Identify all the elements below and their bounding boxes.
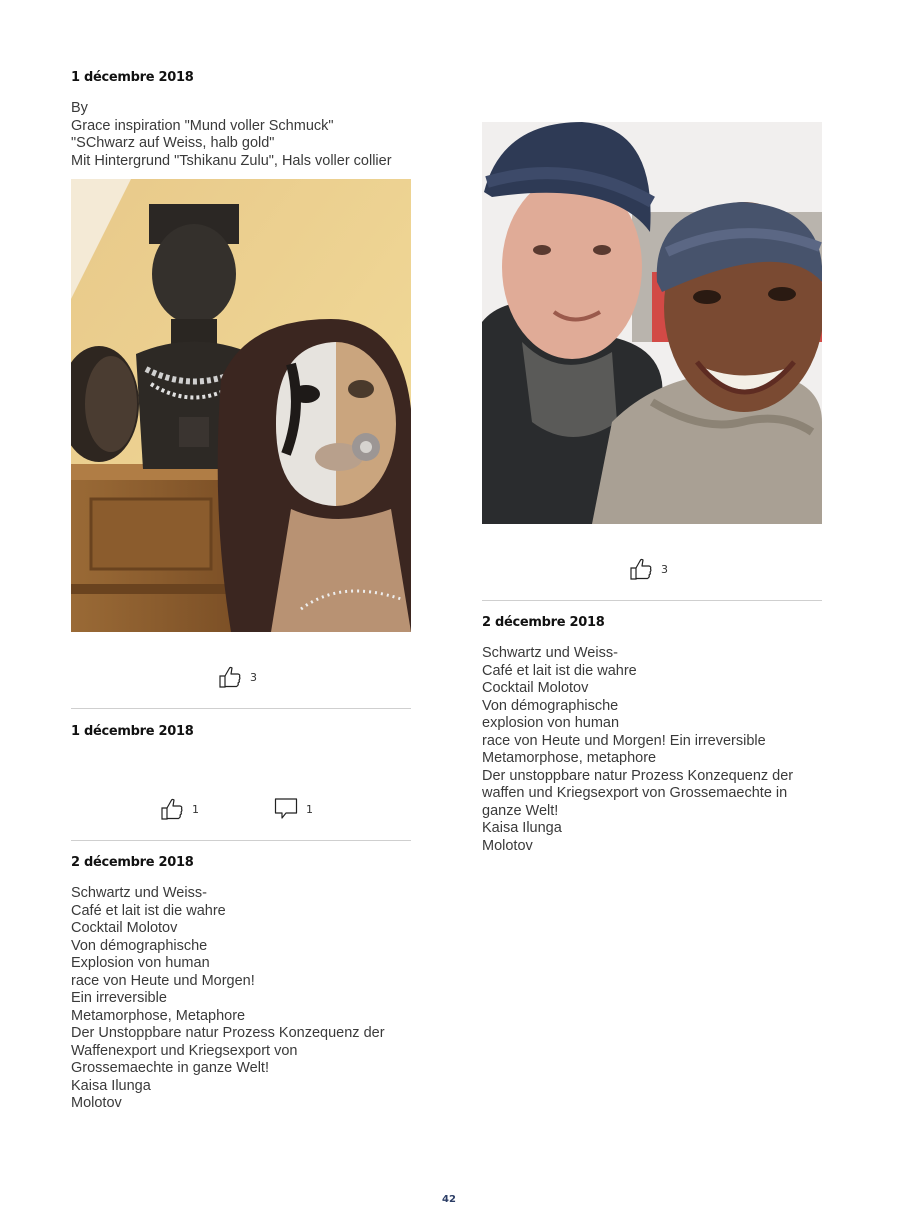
post-text-line: Café et lait ist die wahre <box>71 902 226 919</box>
post-date: 2 décembre 2018 <box>71 855 194 870</box>
post-photo-statue-selfie <box>71 179 411 632</box>
post-text-line: Grossemaechte in ganze Welt! <box>71 1060 269 1076</box>
post-text-line: race von Heute und Morgen! Ein irreversible <box>482 732 766 749</box>
like-count: 1 <box>192 802 199 816</box>
post-text-line: waffen und Kriegsexport von Grossemaechte in <box>482 785 788 801</box>
post-text-line: Schwartz und Weiss- <box>482 645 618 661</box>
post-divider <box>71 708 411 709</box>
post-text <box>71 885 385 1113</box>
speech-bubble-icon[interactable] <box>274 797 298 821</box>
post-text-line: Cocktail Molotov <box>482 680 589 696</box>
post-photo-couple-selfie <box>482 122 822 524</box>
post-text-line: explosion von human <box>482 715 620 731</box>
post-text-line: Mit Hintergrund "Tshikanu Zulu", Hals voller collier <box>71 152 392 169</box>
post-text-line: Kaisa Ilunga <box>482 820 562 836</box>
thumbs-up-icon[interactable] <box>629 557 653 581</box>
post-text-line: Metamorphose, Metaphore <box>71 1007 246 1024</box>
comment-reaction[interactable] <box>274 797 313 821</box>
post-text-line: ganze Welt! <box>482 802 559 819</box>
post-date: 1 décembre 2018 <box>71 724 194 739</box>
post-text-line: Von démographische <box>71 937 208 954</box>
post-text-line: Der unstoppbare natur Prozess Konzequenz der <box>482 767 794 784</box>
post-text-line: Schwartz und Weiss- <box>71 885 207 901</box>
post-text-line: Ein irreversible <box>71 990 167 1006</box>
post-text-line: Waffenexport und Kriegsexport von <box>71 1042 298 1059</box>
like-reaction[interactable] <box>160 797 199 821</box>
like-reaction[interactable] <box>218 665 257 689</box>
post-text-line: Metamorphose, metaphore <box>482 750 657 766</box>
comment-count: 1 <box>306 802 313 816</box>
post-text-line: Grace inspiration "Mund voller Schmuck" <box>71 117 334 134</box>
post-text <box>482 645 793 855</box>
post-divider <box>482 600 822 601</box>
post-text-line: Kaisa Ilunga <box>71 1077 151 1094</box>
post-date: 2 décembre 2018 <box>482 615 605 630</box>
post-text-line: By <box>71 100 88 116</box>
post-text-line: Café et lait ist die wahre <box>482 662 637 679</box>
thumbs-up-icon[interactable] <box>160 797 184 821</box>
page-number: 42 <box>442 1194 456 1205</box>
post-date: 1 décembre 2018 <box>71 70 194 85</box>
like-reaction[interactable] <box>629 557 668 581</box>
post-text-line: Molotov <box>482 837 533 854</box>
post-text <box>71 100 392 170</box>
post-text-line: Molotov <box>71 1095 122 1111</box>
like-count: 3 <box>661 562 668 576</box>
like-count: 3 <box>250 670 257 684</box>
post-text-line: Von démographische <box>482 697 619 714</box>
post-divider <box>71 840 411 841</box>
post-text-line: Der Unstoppbare natur Prozess Konzequenz der <box>71 1025 385 1041</box>
post-text-line: Explosion von human <box>71 955 210 971</box>
post-text-line: Cocktail Molotov <box>71 920 178 936</box>
post-text-line: "SChwarz auf Weiss, halb gold" <box>71 135 275 151</box>
post-text-line: race von Heute und Morgen! <box>71 972 255 989</box>
thumbs-up-icon[interactable] <box>218 665 242 689</box>
